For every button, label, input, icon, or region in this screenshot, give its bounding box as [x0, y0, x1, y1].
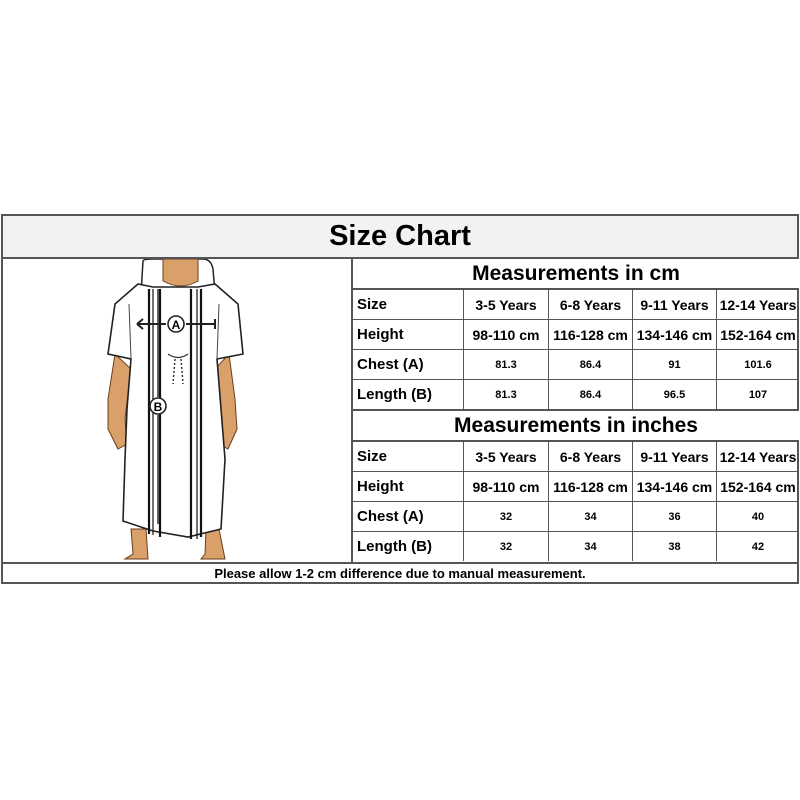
measurement-tables — [353, 259, 799, 562]
table-cell: 81.3 — [464, 380, 549, 409]
measurement-note: Please allow 1-2 cm difference due to manual measurement. — [3, 562, 797, 582]
cm-heading: Measurements in cm — [353, 259, 799, 290]
table-cell: 98-110 cm — [464, 320, 549, 349]
garment-illustration — [3, 259, 353, 562]
table-cell: 81.3 — [464, 350, 549, 379]
table-cell: 32 — [464, 532, 549, 561]
size-chart — [1, 214, 799, 584]
table-cell: 9-11 Years — [633, 442, 717, 471]
table-cell: 152-164 cm — [720, 326, 796, 343]
table-cell: 42 — [751, 540, 765, 553]
table-cell: 6-8 Years — [549, 290, 633, 319]
row-label: Length (B) — [353, 380, 464, 409]
chest-marker-label: A — [171, 318, 181, 332]
table-cell: 12-14 Years — [719, 296, 797, 313]
table-cell: 34 — [549, 532, 633, 561]
row-label: Chest (A) — [353, 502, 464, 531]
table-row — [353, 502, 799, 532]
table-row — [353, 472, 799, 502]
length-marker-label: B — [153, 400, 163, 414]
row-label: Chest (A) — [353, 350, 464, 379]
table-cell: 9-11 Years — [633, 290, 717, 319]
row-label: Size — [353, 442, 464, 471]
table-cell: 32 — [464, 502, 549, 531]
table-row — [353, 380, 799, 411]
table-cell: 98-110 cm — [464, 472, 549, 501]
table-cell: 3-5 Years — [464, 442, 549, 471]
table-cell: 36 — [633, 502, 717, 531]
table-cell: 152-164 cm — [720, 478, 796, 495]
child-robe-drawing — [3, 259, 351, 562]
row-label: Size — [353, 290, 464, 319]
table-cell: 107 — [748, 388, 768, 401]
table-cell: 91 — [633, 350, 717, 379]
table-cell: 96.5 — [633, 380, 717, 409]
table-cell: 116-128 cm — [549, 472, 633, 501]
table-cell: 134-146 cm — [633, 472, 717, 501]
chart-title: Size Chart — [3, 216, 797, 259]
table-cell: 40 — [751, 510, 765, 523]
row-label: Height — [353, 320, 464, 349]
table-cell: 3-5 Years — [464, 290, 549, 319]
table-cell: 116-128 cm — [549, 320, 633, 349]
table-cell: 101.6 — [744, 358, 772, 371]
row-label: Height — [353, 472, 464, 501]
table-row — [353, 320, 799, 350]
table-cell: 6-8 Years — [549, 442, 633, 471]
table-cell: 38 — [633, 532, 717, 561]
table-cell: 86.4 — [549, 380, 633, 409]
cm-table — [353, 259, 799, 411]
inches-heading: Measurements in inches — [353, 411, 799, 442]
table-row — [353, 442, 799, 472]
table-cell: 134-146 cm — [633, 320, 717, 349]
table-cell: 12-14 Years — [719, 448, 797, 465]
table-row — [353, 350, 799, 380]
table-row — [353, 532, 799, 561]
table-cell: 34 — [549, 502, 633, 531]
table-cell: 86.4 — [549, 350, 633, 379]
row-label: Length (B) — [353, 532, 464, 561]
inches-table — [353, 411, 799, 561]
table-row — [353, 290, 799, 320]
